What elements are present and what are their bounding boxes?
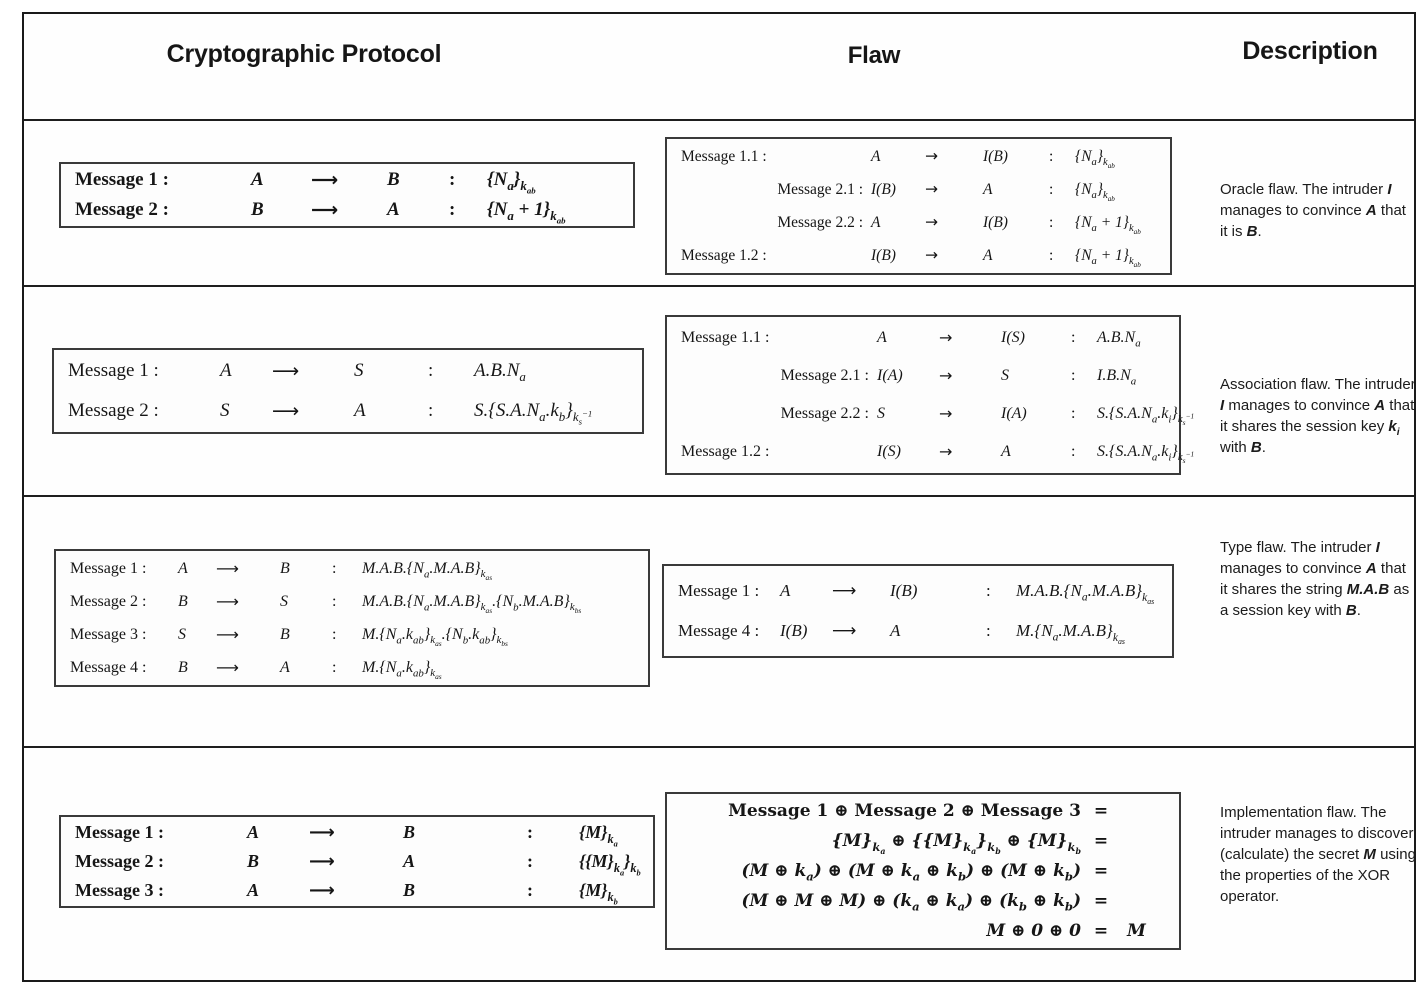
message-label: Message 3 : <box>70 626 147 643</box>
message-label: Message 2 : <box>75 851 164 871</box>
arrow-icon: ⟶ <box>216 625 239 644</box>
payload: $\{N_a + 1\}_{k_{ab}}$ <box>1075 214 1141 237</box>
protocol-box-type-flaw <box>54 549 650 687</box>
flaw-box-type-flaw <box>662 564 1174 658</box>
sender: B <box>178 593 188 610</box>
message-label: Message 1 : <box>75 169 169 190</box>
payload: $M.\{N_a.k_{ab}\}_{k_{as}}$ <box>362 659 442 682</box>
payload: $A.B.N_a$ <box>474 360 526 385</box>
equation-lhs: (M ⊕ $k_a$) ⊕ (M ⊕ $k_a$ ⊕ $k_b$) ⊕ (M ⊕ $k_b$) <box>741 861 1081 884</box>
arrow-icon: ⟶ <box>309 851 335 872</box>
arrow-icon: → <box>925 213 938 231</box>
payload: $\{N_a + 1\}_{k_{ab}}$ <box>1075 247 1141 270</box>
receiver: I(B) <box>890 581 918 600</box>
sender: S <box>178 626 186 643</box>
colon: : <box>1071 367 1076 384</box>
message-label: Message 1.1 : <box>681 148 767 165</box>
colon: : <box>1049 247 1054 264</box>
colon: : <box>527 851 533 871</box>
colon: : <box>449 199 456 220</box>
receiver: I(B) <box>983 214 1008 231</box>
colon: : <box>332 560 337 577</box>
receiver: A <box>387 199 400 220</box>
receiver: S <box>1001 367 1009 384</box>
flaw-box-implementation-flaw <box>665 792 1181 950</box>
payload: $\{N_a\}_{k_{ab}}$ <box>1075 148 1115 171</box>
sender: S <box>877 405 885 422</box>
arrow-icon: ⟶ <box>272 360 300 382</box>
receiver: B <box>280 560 290 577</box>
arrow-icon: ⟶ <box>272 400 300 422</box>
equation-lhs: Message 1 ⊕ Message 2 ⊕ Message 3 <box>728 801 1081 821</box>
description-implementation-flaw: Implementation flaw. The intruder manages to discover (calculate) the secret M using the properties of the XOR operator. <box>1220 804 1416 905</box>
receiver: A <box>890 621 901 640</box>
equation-lhs: (M ⊕ M ⊕ M) ⊕ ($k_a$ ⊕ $k_a$) ⊕ ($k_b$ ⊕ $k_b$) <box>741 891 1081 914</box>
equals-sign: = <box>1093 861 1109 881</box>
equals-sign: = <box>1093 921 1109 941</box>
column-header-protocol: Cryptographic Protocol <box>166 40 442 68</box>
sender: A <box>247 822 260 842</box>
colon: : <box>1071 405 1076 422</box>
payload: $S.\{S.A.N_a.k_b\}_{k_s^{-1}}$ <box>474 400 593 427</box>
sender: A <box>247 880 260 900</box>
arrow-icon: ⟶ <box>832 581 857 601</box>
arrow-icon: → <box>939 442 953 461</box>
colon: : <box>428 400 434 421</box>
equals-sign: = <box>1093 891 1109 911</box>
payload: $I.B.N_a$ <box>1097 367 1137 388</box>
protocol-flaws-table <box>22 12 1416 982</box>
equals-sign: = <box>1093 801 1109 821</box>
payload: $\{M\}_{k_a}$ <box>579 822 618 849</box>
payload: $M.A.B.\{N_a.M.A.B\}_{k_{as}}.\{N_b.M.A.B\}_{k_{bs}}$ <box>362 593 582 616</box>
equation-result <box>1121 796 1167 826</box>
colon: : <box>428 360 434 381</box>
arrow-icon: ⟶ <box>311 169 339 191</box>
arrow-icon: ⟶ <box>216 592 239 611</box>
message-label: Message 4 : <box>678 621 760 640</box>
message-label: Message 4 : <box>70 659 147 676</box>
payload: $\{M\}_{k_b}$ <box>579 880 618 907</box>
sender: B <box>251 199 264 220</box>
protocol-box-association-flaw <box>52 348 644 434</box>
row-divider <box>24 746 1414 748</box>
colon: : <box>527 822 533 842</box>
receiver: S <box>354 360 364 381</box>
description-type-flaw: Type flaw. The intruder I manages to convince A that it shares the string M.A.B as a session key with B. <box>1220 539 1410 619</box>
arrow-icon: ⟶ <box>832 621 857 641</box>
sender: A <box>220 360 232 381</box>
equation-result: M <box>1127 921 1146 941</box>
flaw-box-oracle-flaw <box>665 137 1172 275</box>
sender: A <box>871 148 881 165</box>
sender: S <box>220 400 230 421</box>
equation-lhs: $\{M\}_{k_a}$ ⊕ $\{\{M\}_{k_a}\}_{k_b}$ ⊕ $\{M\}_{k_b}$ <box>831 831 1081 856</box>
message-label: Message 2.1 : <box>780 367 869 384</box>
description-oracle-flaw: Oracle flaw. The intruder I manages to convince A that it is B. <box>1220 181 1406 240</box>
message-label: Message 2.1 : <box>777 181 863 198</box>
arrow-icon: ⟶ <box>216 658 239 677</box>
arrow-icon: ⟶ <box>309 880 335 901</box>
receiver: B <box>403 822 416 842</box>
arrow-icon: ⟶ <box>311 199 339 221</box>
arrow-icon: ⟶ <box>216 559 239 578</box>
receiver: S <box>280 593 288 610</box>
message-label: Message 1.2 : <box>681 443 770 460</box>
colon: : <box>1071 443 1076 460</box>
arrow-icon: ⟶ <box>309 822 335 843</box>
message-label: Message 2 : <box>70 593 147 610</box>
arrow-icon: → <box>939 328 953 347</box>
payload: $\{N_a\}_{k_{ab}}$ <box>1075 181 1115 204</box>
receiver: I(A) <box>1001 405 1027 422</box>
colon: : <box>986 621 991 640</box>
payload: $M.\{N_a.k_{ab}\}_{k_{as}}.\{N_b.k_{ab}\}_{k_{bs}}$ <box>362 626 508 649</box>
receiver: A <box>354 400 366 421</box>
arrow-icon: → <box>939 366 953 385</box>
payload: $A.B.N_a$ <box>1097 329 1141 350</box>
sender: I(A) <box>877 367 903 384</box>
receiver: A <box>983 247 993 264</box>
sender: I(S) <box>877 443 901 460</box>
row-divider <box>24 119 1414 121</box>
message-label: Message 1 : <box>75 822 164 842</box>
colon: : <box>1049 148 1054 165</box>
equation-result <box>1121 886 1167 916</box>
arrow-icon: → <box>925 246 938 264</box>
equation-result <box>1121 826 1167 856</box>
row-divider <box>24 495 1414 497</box>
description-association-flaw: Association flaw. The intruder I manages to convince A that it shares the session key $k_i$ with B. <box>1220 376 1416 456</box>
receiver: A <box>1001 443 1011 460</box>
payload: $M.\{N_a.M.A.B\}_{k_{as}}$ <box>1016 621 1125 646</box>
payload: $S.\{S.A.N_a.k_i\}_{k_s^{-1}}$ <box>1097 405 1195 428</box>
receiver: I(B) <box>983 148 1008 165</box>
arrow-icon: → <box>925 147 938 165</box>
receiver: B <box>387 169 400 190</box>
arrow-icon: → <box>939 404 953 423</box>
sender: I(B) <box>780 621 808 640</box>
payload: $\{N_a + 1\}_{k_{ab}}$ <box>487 199 566 226</box>
sender: B <box>247 851 260 871</box>
colon: : <box>1049 181 1054 198</box>
sender: A <box>251 169 264 190</box>
colon: : <box>332 659 337 676</box>
payload: $M.A.B.\{N_a.M.A.B\}_{k_{as}}$ <box>362 560 493 583</box>
message-label: Message 2.2 : <box>777 214 863 231</box>
payload: $\{N_a\}_{k_{ab}}$ <box>487 169 536 196</box>
colon: : <box>1071 329 1076 346</box>
sender: I(B) <box>871 247 896 264</box>
message-label: Message 1 : <box>678 581 760 600</box>
equation-lhs: M ⊕ 0 ⊕ 0 <box>986 921 1081 941</box>
row-divider <box>24 285 1414 287</box>
message-label: Message 1.1 : <box>681 329 770 346</box>
receiver: A <box>403 851 416 871</box>
sender: I(B) <box>871 181 896 198</box>
protocol-box-oracle-flaw <box>59 162 635 228</box>
colon: : <box>986 581 991 600</box>
message-label: Message 2 : <box>68 400 159 421</box>
message-label: Message 1.2 : <box>681 247 767 264</box>
colon: : <box>527 880 533 900</box>
receiver: B <box>280 626 290 643</box>
receiver: A <box>280 659 290 676</box>
payload: $S.\{S.A.N_a.k_i\}_{k_s^{-1}}$ <box>1097 443 1195 466</box>
column-header-flaw: Flaw <box>847 42 901 69</box>
sender: A <box>871 214 881 231</box>
receiver: I(S) <box>1001 329 1025 346</box>
equals-sign: = <box>1093 831 1109 851</box>
message-label: Message 2 : <box>75 199 169 220</box>
sender: A <box>780 581 791 600</box>
message-label: Message 1 : <box>70 560 147 577</box>
colon: : <box>332 593 337 610</box>
receiver: B <box>403 880 416 900</box>
colon: : <box>1049 214 1054 231</box>
message-label: Message 3 : <box>75 880 164 900</box>
payload: $M.A.B.\{N_a.M.A.B\}_{k_{as}}$ <box>1016 581 1155 606</box>
message-label: Message 2.2 : <box>780 405 869 422</box>
colon: : <box>332 626 337 643</box>
sender: A <box>178 560 188 577</box>
receiver: A <box>983 181 993 198</box>
protocol-box-implementation-flaw <box>59 815 655 908</box>
flaw-box-association-flaw <box>665 315 1195 475</box>
payload: $\{\{M\}_{k_a}\}_{k_b}$ <box>579 851 641 878</box>
sender: B <box>178 659 188 676</box>
sender: A <box>877 329 887 346</box>
arrow-icon: → <box>925 180 938 198</box>
colon: : <box>449 169 456 190</box>
message-label: Message 1 : <box>68 360 159 381</box>
column-header-description: Description <box>1242 37 1378 65</box>
equation-result <box>1121 856 1167 886</box>
